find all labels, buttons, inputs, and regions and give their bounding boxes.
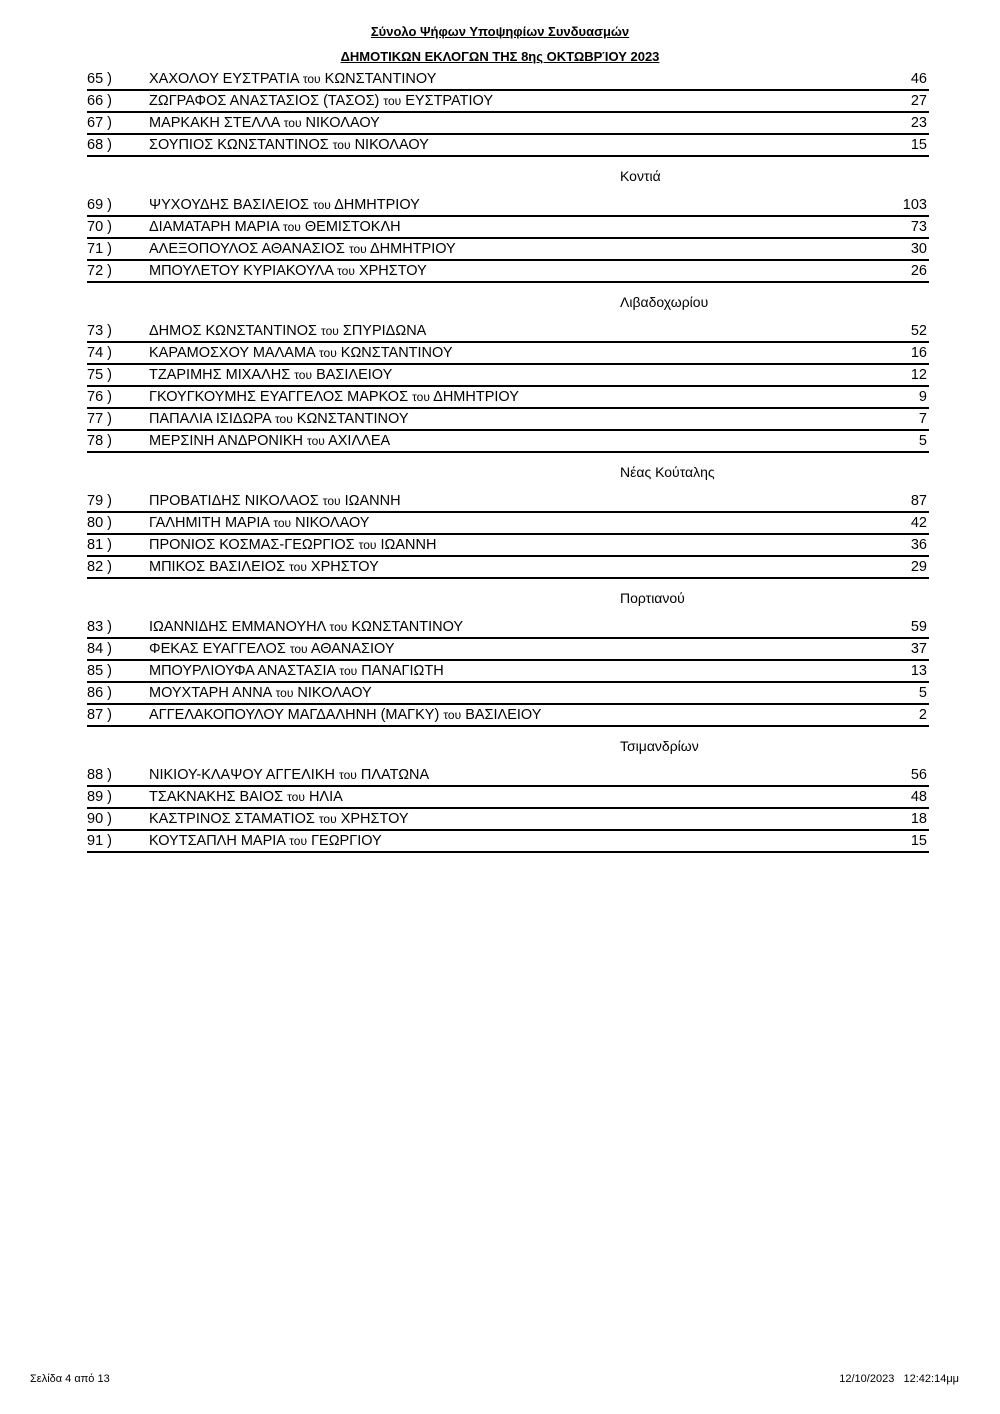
father-name: ΑΘΑΝΑΣΙΟΥ — [310, 641, 395, 657]
vote-count: 12 — [910, 367, 927, 383]
table-row — [87, 217, 929, 239]
patronymic-article: του — [289, 642, 308, 656]
table-row — [87, 765, 929, 787]
vote-count: 30 — [910, 241, 927, 257]
table-row — [87, 705, 929, 727]
vote-count: 27 — [910, 93, 927, 109]
father-name: ΚΩΝΣΤΑΝΤΙΝΟΥ — [296, 411, 409, 427]
father-name: ΚΩΝΣΤΑΝΤΙΝΟΥ — [324, 71, 437, 87]
row-number: 84 ) — [87, 641, 112, 657]
candidate-name — [149, 809, 409, 829]
candidate-name — [149, 195, 420, 215]
candidate-name — [149, 683, 372, 703]
table-row — [87, 617, 929, 639]
candidate-full-name: ΚΑΡΑΜΟΣΧΟΥ ΜΑΛΑΜΑ — [149, 345, 315, 361]
vote-count: 23 — [910, 115, 927, 131]
table-row — [87, 513, 929, 535]
father-name: ΘΕΜΙΣΤΟΚΛΗ — [304, 219, 401, 235]
table-row — [87, 91, 929, 113]
candidate-full-name: ΖΩΓΡΑΦΟΣ ΑΝΑΣΤΑΣΙΟΣ (ΤΑΣΟΣ) — [149, 93, 380, 109]
candidate-full-name: ΤΖΑΡΙΜΗΣ ΜΙΧΑΛΗΣ — [149, 367, 291, 383]
patronymic-article: του — [332, 138, 351, 152]
patronymic-article: του — [289, 834, 308, 848]
candidate-name — [149, 387, 519, 407]
candidate-name — [149, 409, 409, 429]
candidate-name — [149, 343, 453, 363]
table-row — [87, 69, 929, 91]
table-row — [87, 409, 929, 431]
row-number: 77 ) — [87, 411, 112, 427]
vote-count: 26 — [910, 263, 927, 279]
vote-count: 48 — [910, 789, 927, 805]
vote-count: 13 — [910, 663, 927, 679]
father-name: ΠΛΑΤΩΝΑ — [360, 767, 430, 783]
row-number: 82 ) — [87, 559, 112, 575]
candidate-name — [149, 535, 436, 555]
group-name: Νέας Κούταλης — [620, 464, 715, 480]
father-name: ΔΗΜΗΤΡΙΟΥ — [334, 197, 420, 213]
father-name: ΔΗΜΗΤΡΙΟΥ — [369, 241, 456, 257]
candidate-name — [149, 617, 463, 637]
candidate-name — [149, 261, 427, 281]
candidate-name — [149, 831, 382, 851]
table-row — [87, 661, 929, 683]
row-number: 81 ) — [87, 537, 112, 553]
group-header — [87, 727, 929, 765]
row-number: 72 ) — [87, 263, 112, 279]
vote-count: 56 — [910, 767, 927, 783]
row-number: 66 ) — [87, 93, 112, 109]
vote-count: 73 — [910, 219, 927, 235]
candidate-full-name: ΓΑΛΗΜΙΤΗ ΜΑΡΙΑ — [149, 515, 270, 531]
father-name: ΚΩΝΣΤΑΝΤΙΝΟΥ — [351, 619, 464, 635]
document-title: Σύνολο Ψήφων Υποψηφίων Συνδυασμών — [370, 24, 630, 39]
row-number: 90 ) — [87, 811, 112, 827]
father-name: ΧΡΗΣΤΟΥ — [340, 811, 409, 827]
table-row — [87, 639, 929, 661]
father-name: ΓΕΩΡΓΙΟΥ — [311, 833, 382, 849]
row-number: 85 ) — [87, 663, 112, 679]
patronymic-article: του — [339, 664, 358, 678]
vote-count: 37 — [910, 641, 927, 657]
row-number: 89 ) — [87, 789, 112, 805]
patronymic-article: του — [313, 198, 331, 212]
table-row — [87, 195, 929, 217]
vote-count: 5 — [918, 685, 927, 701]
row-number: 68 ) — [87, 137, 112, 153]
candidate-full-name: ΝΙΚΙΟΥ-ΚΛΑΨΟΥ ΑΓΓΕΛΙΚΗ — [149, 767, 335, 783]
candidate-name — [149, 321, 426, 341]
father-name: ΚΩΝΣΤΑΝΤΙΝΟΥ — [340, 345, 453, 361]
candidate-full-name: ΜΕΡΣΙΝΗ ΑΝΔΡΟΝΙΚΗ — [149, 433, 304, 449]
father-name: ΝΙΚΟΛΑΟΥ — [295, 515, 370, 531]
candidate-name — [149, 91, 493, 111]
father-name: ΝΙΚΟΛΑΟΥ — [297, 685, 372, 701]
vote-count: 52 — [910, 323, 927, 339]
row-number: 71 ) — [87, 241, 112, 257]
patronymic-article: του — [294, 368, 313, 382]
row-number: 73 ) — [87, 323, 112, 339]
row-number: 86 ) — [87, 685, 112, 701]
patronymic-article: του — [339, 768, 357, 782]
vote-count: 9 — [918, 389, 927, 405]
candidate-full-name: ΙΩΑΝΝΙΔΗΣ ΕΜΜΑΝΟΥΗΛ — [149, 619, 326, 635]
patronymic-article: του — [322, 494, 341, 508]
patronymic-article: του — [383, 94, 402, 108]
patronymic-article: του — [318, 812, 337, 826]
candidate-name — [149, 217, 401, 237]
row-number: 78 ) — [87, 433, 112, 449]
table-row — [87, 831, 929, 853]
patronymic-article: του — [329, 620, 348, 634]
father-name: ΝΙΚΟΛΑΟΥ — [305, 115, 380, 131]
patronymic-article: του — [348, 242, 367, 256]
row-number: 75 ) — [87, 367, 112, 383]
candidate-name — [149, 787, 343, 807]
table-row — [87, 683, 929, 705]
candidate-name — [149, 365, 392, 385]
candidate-name — [149, 639, 395, 659]
father-name: ΕΥΣΤΡΑΤΙΟΥ — [405, 93, 493, 109]
vote-count: 103 — [902, 197, 927, 213]
group-name: Λιβαδοχωρίου — [620, 294, 709, 310]
candidate-name — [149, 69, 436, 89]
print-time: 12:42:14μμ — [903, 1373, 959, 1385]
patronymic-article: του — [307, 434, 325, 448]
vote-count: 36 — [910, 537, 927, 553]
page-number: Σελίδα 4 από 13 — [30, 1373, 110, 1385]
row-number: 65 ) — [87, 71, 112, 87]
row-number: 80 ) — [87, 515, 112, 531]
candidate-vote-table — [87, 69, 929, 853]
table-row — [87, 365, 929, 387]
patronymic-article: του — [283, 116, 302, 130]
candidate-name — [149, 661, 444, 681]
group-header — [87, 579, 929, 617]
father-name: ΝΙΚΟΛΑΟΥ — [354, 137, 429, 153]
patronymic-article: του — [302, 72, 321, 86]
candidate-full-name: ΜΠΟΥΡΛΙΟΥΦΑ ΑΝΑΣΤΑΣΙΑ — [149, 663, 336, 679]
father-name: ΒΑΣΙΛΕΙΟΥ — [465, 707, 542, 723]
table-row — [87, 113, 929, 135]
row-number: 88 ) — [87, 767, 112, 783]
row-number: 67 ) — [87, 115, 112, 131]
patronymic-article: του — [337, 264, 355, 278]
vote-count: 18 — [910, 811, 927, 827]
father-name: ΑΧΙΛΛΕΑ — [328, 433, 391, 449]
candidate-full-name: ΧΑΧΟΛΟΥ ΕΥΣΤΡΑΤΙΑ — [149, 71, 299, 87]
patronymic-article: του — [273, 516, 292, 530]
father-name: ΠΑΝΑΓΙΩΤΗ — [361, 663, 444, 679]
candidate-name — [149, 705, 541, 725]
patronymic-article: του — [318, 346, 337, 360]
candidate-full-name: ΨΥΧΟΥΔΗΣ ΒΑΣΙΛΕΙΟΣ — [149, 197, 309, 213]
table-row — [87, 239, 929, 261]
father-name: ΧΡΗΣΤΟΥ — [310, 559, 379, 575]
table-row — [87, 557, 929, 579]
table-row — [87, 431, 929, 453]
row-number: 87 ) — [87, 707, 112, 723]
candidate-name — [149, 239, 456, 259]
group-header — [87, 157, 929, 195]
group-name: Τσιμανδρίων — [620, 738, 699, 754]
vote-count: 59 — [910, 619, 927, 635]
candidate-name — [149, 431, 390, 451]
candidate-name — [149, 113, 380, 133]
vote-count: 42 — [910, 515, 927, 531]
table-row — [87, 261, 929, 283]
candidate-full-name: ΚΑΣΤΡΙΝΟΣ ΣΤΑΜΑΤΙΟΣ — [149, 811, 315, 827]
father-name: ΗΛΙΑ — [308, 789, 343, 805]
row-number: 76 ) — [87, 389, 112, 405]
vote-count: 7 — [918, 411, 927, 427]
vote-count: 15 — [910, 137, 927, 153]
table-row — [87, 135, 929, 157]
row-number: 74 ) — [87, 345, 112, 361]
row-number: 91 ) — [87, 833, 112, 849]
group-header — [87, 283, 929, 321]
candidate-full-name: ΔΙΑΜΑΤΑΡΗ ΜΑΡΙΑ — [149, 219, 280, 235]
patronymic-article: του — [274, 412, 293, 426]
candidate-name — [149, 513, 369, 533]
vote-count: 15 — [910, 833, 927, 849]
candidate-full-name: ΤΣΑΚΝΑΚΗΣ ΒΑΙΟΣ — [149, 789, 284, 805]
father-name: ΙΩΑΝΝΗ — [344, 493, 401, 509]
vote-count: 46 — [910, 71, 927, 87]
candidate-full-name: ΦΕΚΑΣ ΕΥΑΓΓΕΛΟΣ — [149, 641, 286, 657]
table-row — [87, 491, 929, 513]
candidate-full-name: ΜΟΥΧΤΑΡΗ ΑΝΝΑ — [149, 685, 272, 701]
patronymic-article: του — [412, 390, 430, 404]
father-name: ΧΡΗΣΤΟΥ — [358, 263, 427, 279]
patronymic-article: του — [443, 708, 462, 722]
candidate-full-name: ΣΟΥΠΙΟΣ ΚΩΝΣΤΑΝΤΙΝΟΣ — [149, 137, 329, 153]
patronymic-article: του — [358, 538, 377, 552]
patronymic-article: του — [275, 686, 294, 700]
candidate-full-name: ΠΑΠΑΛΙΑ ΙΣΙΔΩΡΑ — [149, 411, 271, 427]
table-row — [87, 535, 929, 557]
row-number: 83 ) — [87, 619, 112, 635]
table-row — [87, 809, 929, 831]
print-timestamp — [839, 1373, 959, 1385]
table-row — [87, 343, 929, 365]
candidate-full-name: ΚΟΥΤΣΑΠΛΗ ΜΑΡΙΑ — [149, 833, 286, 849]
candidate-full-name: ΜΠΙΚΟΣ ΒΑΣΙΛΕΙΟΣ — [149, 559, 286, 575]
candidate-full-name: ΔΗΜΟΣ ΚΩΝΣΤΑΝΤΙΝΟΣ — [149, 323, 317, 339]
document-subtitle: ΔΗΜΟΤΙΚΩΝ ΕΚΛΟΓΩΝ ΤΗΣ 8ης ΟΚΤΩΒΡΊΟΥ 2023 — [340, 49, 660, 64]
father-name: ΔΗΜΗΤΡΙΟΥ — [433, 389, 519, 405]
table-row — [87, 387, 929, 409]
print-date: 12/10/2023 — [839, 1373, 895, 1385]
candidate-full-name: ΑΛΕΞΟΠΟΥΛΟΣ ΑΘΑΝΑΣΙΟΣ — [149, 241, 345, 257]
patronymic-article: του — [283, 220, 301, 234]
candidate-full-name: ΑΓΓΕΛΑΚΟΠΟΥΛΟΥ ΜΑΓΔΑΛΗΝΗ (ΜΑΓΚΥ) — [149, 707, 440, 723]
vote-count: 29 — [910, 559, 927, 575]
candidate-full-name: ΠΡΟΒΑΤΙΔΗΣ ΝΙΚΟΛΑΟΣ — [149, 493, 319, 509]
candidate-full-name: ΠΡΟΝΙΟΣ ΚΟΣΜΑΣ-ΓΕΩΡΓΙΟΣ — [149, 537, 355, 553]
father-name: ΒΑΣΙΛΕΙΟΥ — [316, 367, 393, 383]
vote-count: 87 — [910, 493, 927, 509]
candidate-name — [149, 491, 401, 511]
vote-count: 16 — [910, 345, 927, 361]
row-number: 70 ) — [87, 219, 112, 235]
patronymic-article: του — [289, 560, 307, 574]
candidate-name — [149, 557, 379, 577]
patronymic-article: του — [287, 790, 305, 804]
candidate-full-name: ΓΚΟΥΓΚΟΥΜΗΣ ΕΥΑΓΓΕΛΟΣ ΜΑΡΚΟΣ — [149, 389, 409, 405]
group-name: Κοντιά — [620, 168, 661, 184]
vote-count: 2 — [918, 707, 927, 723]
vote-count: 5 — [918, 433, 927, 449]
candidate-full-name: ΜΠΟΥΛΕΤΟΥ ΚΥΡΙΑΚΟΥΛΑ — [149, 263, 334, 279]
row-number: 69 ) — [87, 197, 112, 213]
table-row — [87, 787, 929, 809]
group-name: Πορτιανού — [620, 590, 685, 606]
candidate-name — [149, 135, 429, 155]
candidate-name — [149, 765, 429, 785]
father-name: ΣΠΥΡΙΔΩΝΑ — [342, 323, 427, 339]
candidate-full-name: ΜΑΡΚΑΚΗ ΣΤΕΛΛΑ — [149, 115, 280, 131]
table-row — [87, 321, 929, 343]
row-number: 79 ) — [87, 493, 112, 509]
father-name: ΙΩΑΝΝΗ — [380, 537, 437, 553]
group-header — [87, 453, 929, 491]
patronymic-article: του — [321, 324, 339, 338]
